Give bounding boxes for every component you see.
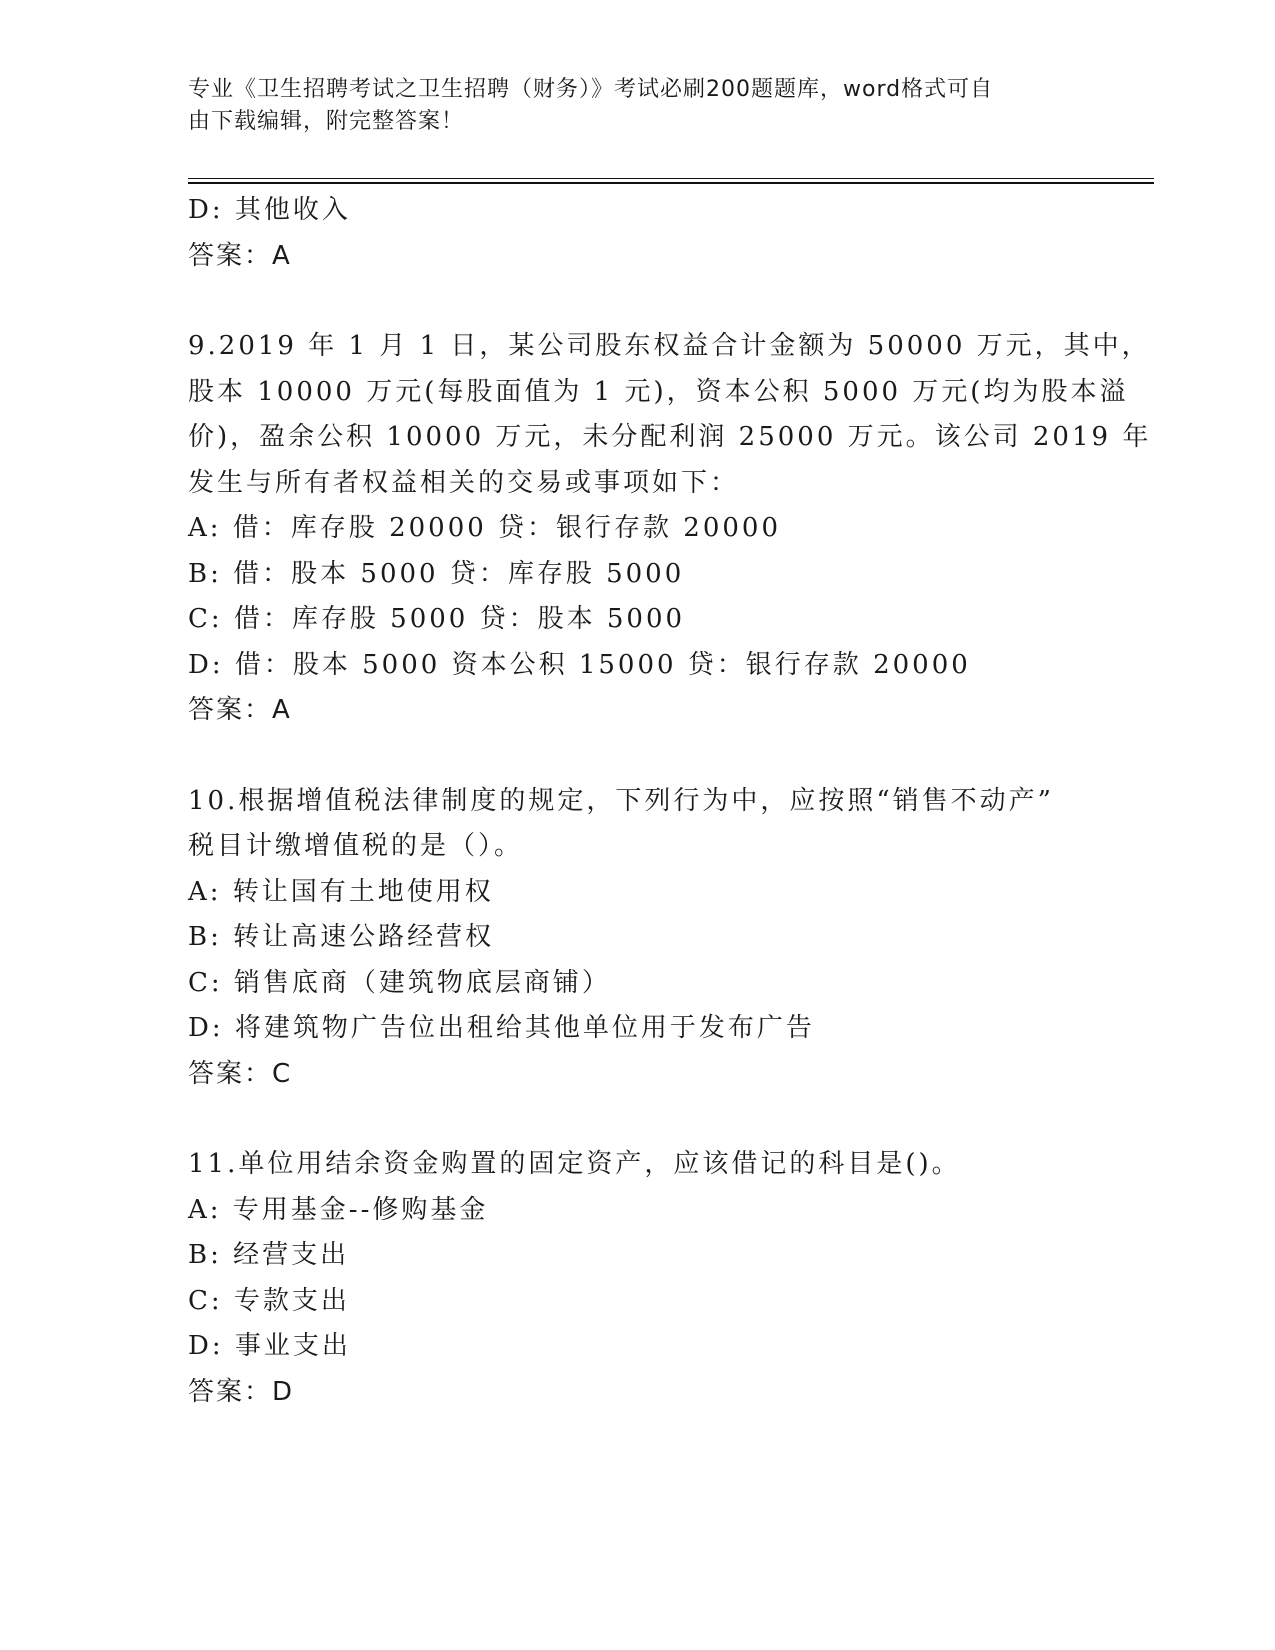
option-line: A: 借：库存股 20000 贷：银行存款 20000: [188, 513, 782, 543]
option-line: D: 其他收入: [188, 195, 351, 225]
question-block: [188, 1142, 1088, 1415]
question-block: [188, 324, 1152, 734]
question-text-line: 税目计缴增值税的是（）。: [188, 831, 524, 861]
question-text-line: 股本 10000 万元(每股面值为 1 元)，资本公积 5000 万元(均为股本溢: [188, 376, 1129, 407]
header-divider-thick: [188, 182, 1154, 184]
option-line: D: 将建筑物广告位出租给其他单位用于发布广告: [188, 1013, 815, 1043]
option-line: D: 借：股本 5000 资本公积 15000 贷：银行存款 20000: [188, 649, 971, 680]
question-text-line: 9.2019 年 1 月 1 日，某公司股东权益合计金额为 50000 万元，其中，: [188, 331, 1151, 361]
question-text-line: 10.根据增值税法律制度的规定，下列行为中，应按照“销售不动产”: [188, 785, 1054, 816]
option-line: A: 专用基金--修购基金: [188, 1194, 489, 1225]
block-gap: [188, 1097, 1088, 1142]
option-line: B: 借：股本 5000 贷：库存股 5000: [188, 558, 685, 589]
question-text-line: 发生与所有者权益相关的交易或事项如下：: [188, 467, 740, 498]
option-line: C: 销售底商（建筑物底层商铺）: [188, 967, 611, 998]
question-block: [188, 188, 1088, 279]
header-title-line-1: 专业《卫生招聘考试之卫生招聘（财务）》考试必刷200题题库，word格式可自: [188, 77, 994, 102]
question-text-line: 11.单位用结余资金购置的固定资产，应该借记的科目是()。: [188, 1149, 961, 1179]
option-line: C: 借：库存股 5000 贷：股本 5000: [188, 604, 686, 634]
header-divider-thin: [188, 178, 1154, 179]
option-line: C: 专款支出: [188, 1285, 350, 1316]
option-line: A: 转让国有土地使用权: [188, 876, 494, 907]
question-text-line: 价)，盈余公积 10000 万元，未分配利润 25000 万元。该公司 2019 年: [188, 422, 1152, 452]
answer-line: 答案：A: [188, 695, 292, 725]
block-gap: [188, 279, 1088, 324]
page-header: [188, 74, 1068, 138]
option-line: D: 事业支出: [188, 1331, 351, 1361]
block-gap: [188, 734, 1088, 779]
question-list: [188, 188, 1152, 1415]
question-block: [188, 779, 1088, 1098]
option-line: B: 经营支出: [188, 1240, 350, 1270]
header-title-line-2: 由下载编辑，附完整答案！: [188, 109, 465, 134]
option-line: B: 转让高速公路经营权: [188, 922, 495, 952]
answer-line: 答案：A: [188, 240, 292, 271]
answer-line: 答案：D: [188, 1376, 295, 1407]
answer-line: 答案：C: [188, 1058, 293, 1089]
